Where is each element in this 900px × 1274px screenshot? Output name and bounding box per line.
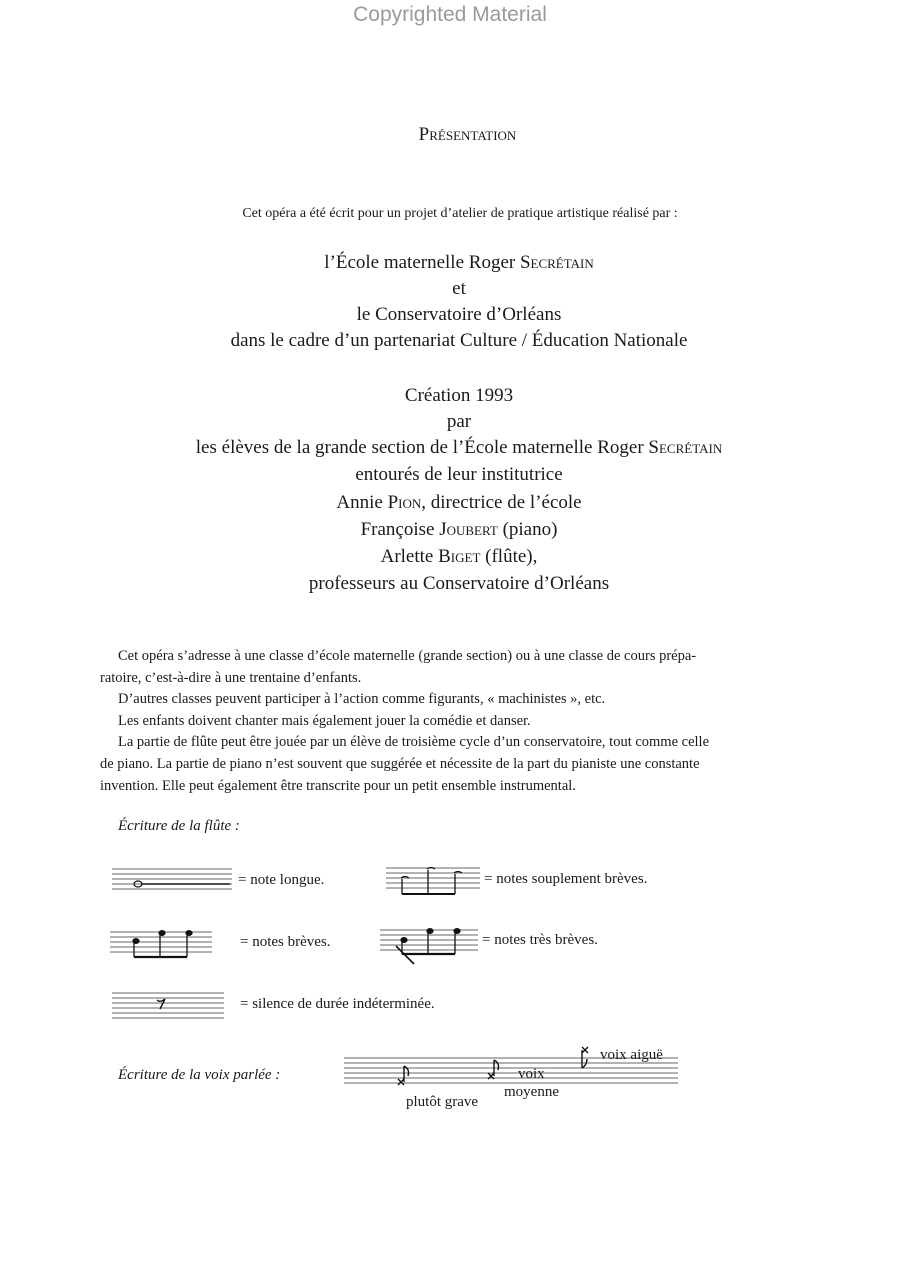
intro-line: Cet opéra a été écrit pour un projet d’atelier de pratique artistique réalisé par : <box>242 206 678 221</box>
voice-mid-label-1: voix <box>518 1066 545 1082</box>
body-p3: Les enfants doivent chanter mais également jouer la comédie et danser. <box>118 712 531 729</box>
partner-and: et <box>452 278 466 299</box>
voice-high-label: voix aiguë <box>600 1047 663 1063</box>
creation-students: les élèves de la grande section de l’École maternelle Roger Secrétain <box>195 437 723 458</box>
soft-short-staff <box>386 860 482 900</box>
partner-conservatoire: le Conservatoire d’Orléans <box>356 304 562 325</box>
silence-staff <box>112 990 226 1022</box>
creation-piano: Françoise Joubert (piano) <box>360 519 558 540</box>
short-notes-staff <box>110 924 214 964</box>
legend-long-note: = note longue. <box>238 872 325 888</box>
legend-soft-short: = notes souplement brèves. <box>484 871 648 887</box>
creation-teacher: entourés de leur institutrice <box>355 464 563 485</box>
very-short-staff <box>380 920 480 968</box>
flute-heading: Écriture de la flûte : <box>118 818 240 834</box>
legend-very-short: = notes très brèves. <box>482 932 598 948</box>
body-p4b: de piano. La partie de piano n’est souvent que suggérée et nécessite de la part du pianiste une constante <box>100 755 700 772</box>
creation-flute: Arlette Biget (flûte), <box>380 546 538 567</box>
long-note-staff <box>112 866 234 896</box>
body-p1a: Cet opéra s’adresse à une classe d’école maternelle (grande section) ou à une classe de cours prépa- <box>118 648 697 664</box>
partnership-line: dans le cadre d’un partenariat Culture / Éducation Nationale <box>230 330 688 351</box>
body-paragraphs <box>100 646 790 797</box>
body-p1b: ratoire, c’est-à-dire à une trentaine d’enfants. <box>100 669 362 686</box>
voice-mid-label-2: moyenne <box>504 1084 559 1100</box>
voice-heading: Écriture de la voix parlée : <box>118 1067 281 1083</box>
creation-par: par <box>446 411 472 432</box>
legend-silence: = silence de durée indéterminée. <box>240 996 435 1012</box>
watermark: Copyrighted Material <box>353 3 547 26</box>
creation-year: Création 1993 <box>404 385 514 406</box>
creation-professors: professeurs au Conservatoire d’Orléans <box>308 573 610 594</box>
page-title: Présentation <box>418 124 517 145</box>
partner-school: l’École maternelle Roger Secrétain <box>324 252 594 273</box>
creation-director: Annie Pion, directrice de l’école <box>336 492 582 513</box>
body-p4a: La partie de flûte peut être jouée par un élève de troisième cycle d’un conservatoire, tout comme celle <box>118 734 710 751</box>
voice-low-label: plutôt grave <box>406 1094 479 1110</box>
body-p2: D’autres classes peuvent participer à l’action comme figurants, « machinistes », etc. <box>118 691 606 708</box>
body-p4c: invention. Elle peut également être transcrite pour un petit ensemble instrumental. <box>100 777 576 794</box>
legend-short-notes: = notes brèves. <box>240 934 331 950</box>
rest-icon <box>157 999 165 1009</box>
